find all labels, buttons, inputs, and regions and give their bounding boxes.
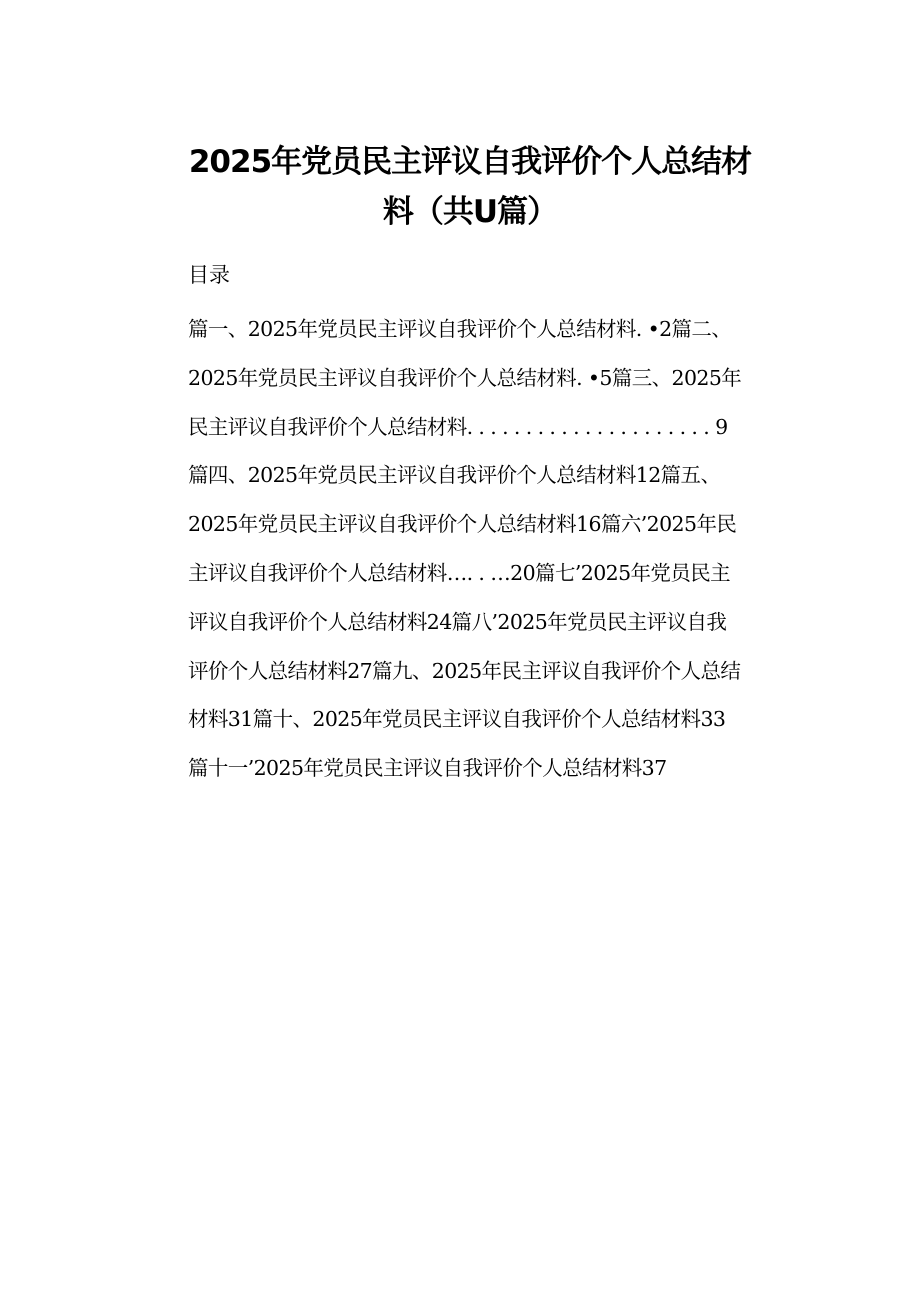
toc-heading: 目录 [188, 263, 230, 287]
toc-line: 评价个人总结材料27篇九、2025年民主评议自我评价个人总结 [188, 658, 741, 683]
toc-line: 2025年党员民主评议自我评价个人总结材料. •5篇三、2025年 [188, 365, 742, 390]
toc-line: 篇十一’2025年党员民主评议自我评价个人总结材料37 [188, 756, 667, 781]
title-line-1: 2025年党员民主评议自我评价个人总结材 [188, 144, 752, 180]
toc-line: 民主评议自我评价个人总结材料. . . . . . . . . . . . . . . . . . . . . 9 [188, 414, 728, 439]
toc-line: 篇四、2025年党员民主评议自我评价个人总结材料12篇五、 [188, 463, 721, 488]
title-line-2: 料（共U篇） [382, 194, 558, 230]
toc-line: 主评议自我评价个人总结材料…. . …20篇七’2025年党员民主 [188, 560, 731, 585]
toc-line: 2025年党员民主评议自我评价个人总结材料16篇六’2025年民 [188, 512, 737, 537]
document-title [150, 137, 790, 237]
table-of-contents [188, 305, 818, 793]
toc-line: 评议自我评价个人总结材料24篇八’2025年党员民主评议自我 [188, 609, 727, 634]
toc-line: 篇一、2025年党员民主评议自我评价个人总结材料. •2篇二、 [188, 317, 732, 341]
toc-line: 材料31篇十、2025年党员民主评议自我评价个人总结材料33 [188, 707, 726, 732]
